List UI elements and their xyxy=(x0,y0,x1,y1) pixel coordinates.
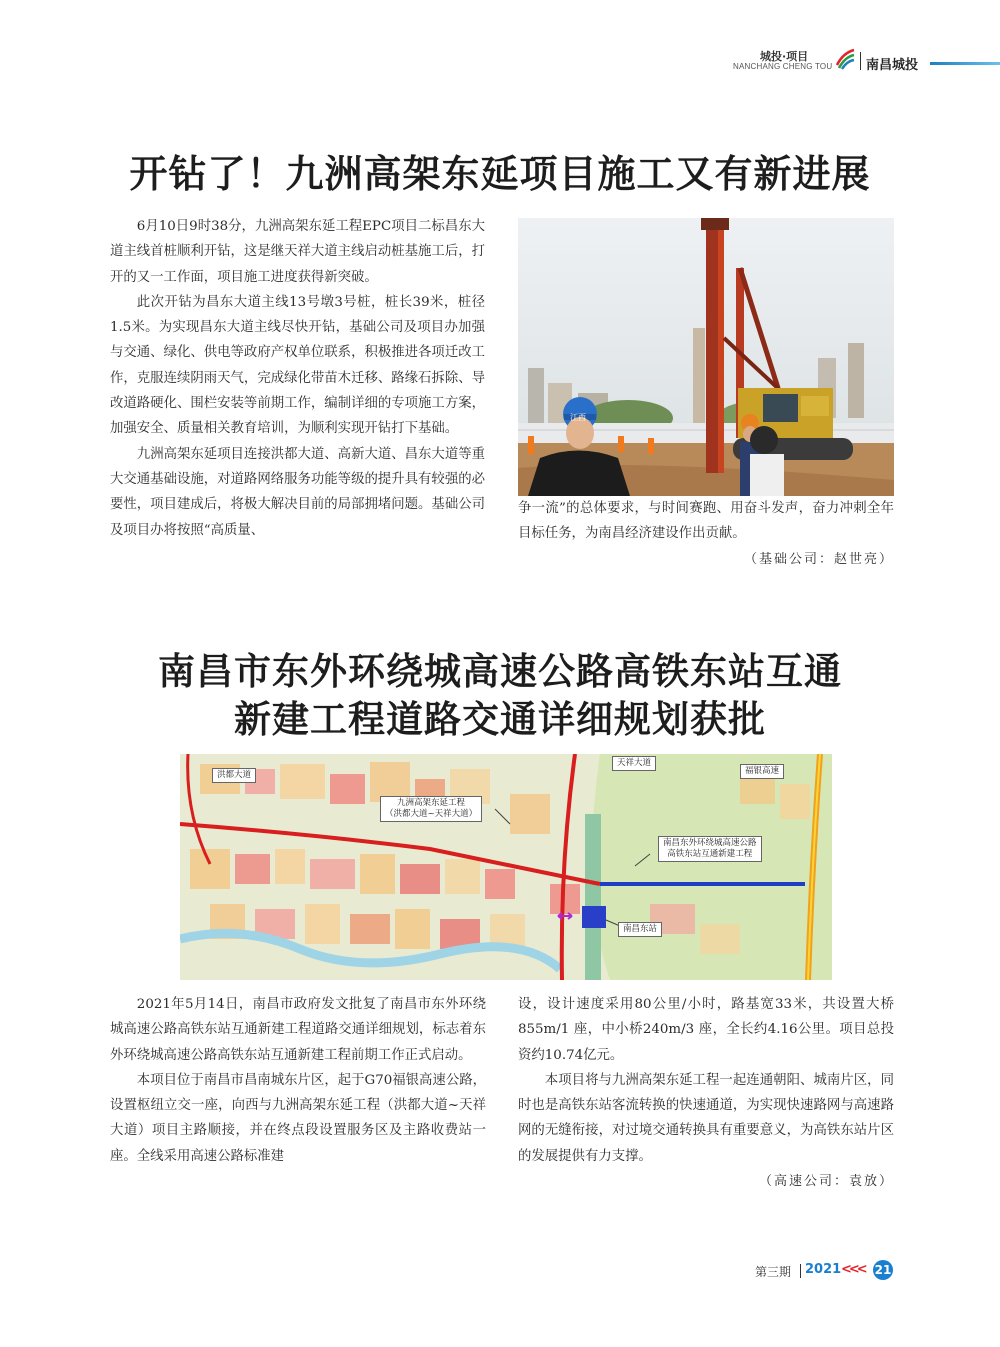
header-accent-bar xyxy=(930,62,1000,65)
map-label-fuyin-expressway: 福银高速 xyxy=(740,764,784,779)
article2-paragraph-3: 本项目将与九洲高架东延工程一起连通朝阳、城南片区，同时也是高铁东站客流转换的快速通道，为实现快速路网与高速路网的无缝衔接，对过境交通转换具有重要意义，为高铁东站片区的发展提供有力支撑。 xyxy=(518,1072,894,1164)
section-label: 城投·项目 xyxy=(760,50,809,63)
article2-title-line-1: 南昌市东外环绕城高速公路高铁东站互通 xyxy=(158,650,842,693)
nanchang-chengtou-logo-icon xyxy=(834,48,856,70)
route-map xyxy=(180,754,832,980)
article1-paragraph-3: 九洲高架东延项目连接洪都大道、高新大道、昌东大道等重大交通基础设施，对道路网络服务功能等级的提升具有较强的必要性，项目建成后，将极大解决目前的局部拥堵问题。基础公司及项目办将按照“高质量、 xyxy=(110,446,485,538)
article1-signature: （基础公司：赵世亮） xyxy=(743,551,894,567)
issue-label: 第三期 xyxy=(755,1265,792,1279)
article1-title: 开钻了！九洲高架东延项目施工又有新进展 xyxy=(129,152,871,196)
article2-signature: （高速公司：袁放） xyxy=(758,1174,894,1190)
article2-column-1 xyxy=(110,992,486,1169)
route-map-graphic xyxy=(180,754,832,980)
map-label-project-line-2: 高铁东站互通新建工程 xyxy=(667,849,753,859)
article1-paragraph-2: 此次开钻为昌东大道主线13号墩3号桩，桩长39米，桩径1.5米。为实现昌东大道主线尽快开钻，基础公司及项目办加强与交通、绿化、供电等政府产权单位联系，积极推进各项迁改工作，克服连续阴雨天气，完成绿化带苗木迁移、路缘石拆除、导改道路硬化、围栏安装等前期工作，编制详细的专项施工方案，加强安全、质量相关教育培训，为顺利实现开钻打下基础。 xyxy=(110,294,485,437)
article2-column-2 xyxy=(518,992,894,1194)
construction-photo xyxy=(518,218,894,496)
helmet-label: 江西 xyxy=(570,413,586,422)
map-label-project xyxy=(658,836,762,862)
issue-year: 2021 xyxy=(805,1262,842,1277)
footer-divider xyxy=(800,1264,801,1278)
article2-continuation: 设，设计速度采用80公里/小时，路基宽33米，共设置大桥855m/1 座，中小桥240m/3 座，全长约4.16公里。项目总投资约10.74亿元。 xyxy=(518,997,894,1063)
article1-continuation-column xyxy=(518,496,894,572)
article1-body xyxy=(110,214,485,543)
article1-paragraph-1: 6月10日9时38分，九洲高架东延工程EPC项目二标昌东大道主线首桩顺利开钻，这是继天祥大道主线启动桩基施工后，打开的又一工作面，项目施工进度获得新突破。 xyxy=(110,219,485,285)
article2-paragraph-2: 本项目位于南昌市昌南城东片区，起于G70福银高速公路，设置枢纽立交一座，向西与九洲高架东延工程（洪都大道~天祥大道）项目主路顺接，并在终点段设置服务区及主路收费站一座。全线采用高速公路标准建 xyxy=(110,1072,486,1164)
section-subtitle: NANCHANG CHENG TOU xyxy=(733,62,833,71)
map-label-hongdu-avenue: 洪都大道 xyxy=(212,768,256,783)
pile-drilling-rig-image xyxy=(518,218,894,496)
map-label-jiuzhou-elevated xyxy=(380,796,482,822)
map-label-nanchang-east-station: 南昌东站 xyxy=(618,922,662,937)
header-divider xyxy=(860,52,861,70)
article2-paragraph-1: 2021年5月14日，南昌市政府发文批复了南昌市东外环绕城高速公路高铁东站互通新建工程道路交通详细规划，标志着东外环绕城高速公路高铁东站互通新建工程前期工作正式启动。 xyxy=(110,997,486,1063)
article2-title xyxy=(60,648,940,744)
map-label-jiuzhou-line-2: （洪都大道~天祥大道） xyxy=(385,809,478,819)
chevrons-icon: <<< xyxy=(841,1262,865,1277)
brand-name: 南昌城投 xyxy=(866,58,919,73)
map-label-project-line-1: 南昌东外环绕城高速公路 xyxy=(663,838,757,848)
page-number: 21 xyxy=(873,1260,893,1280)
article2-title-line-2: 新建工程道路交通详细规划获批 xyxy=(234,698,766,741)
map-label-tianxiang-avenue: 天祥大道 xyxy=(612,756,656,771)
map-label-jiuzhou-line-1: 九洲高架东延工程 xyxy=(397,798,466,808)
article1-continuation: 争一流”的总体要求，与时间赛跑、用奋斗发声，奋力冲刺全年目标任务，为南昌经济建设作出贡献。 xyxy=(518,501,894,542)
